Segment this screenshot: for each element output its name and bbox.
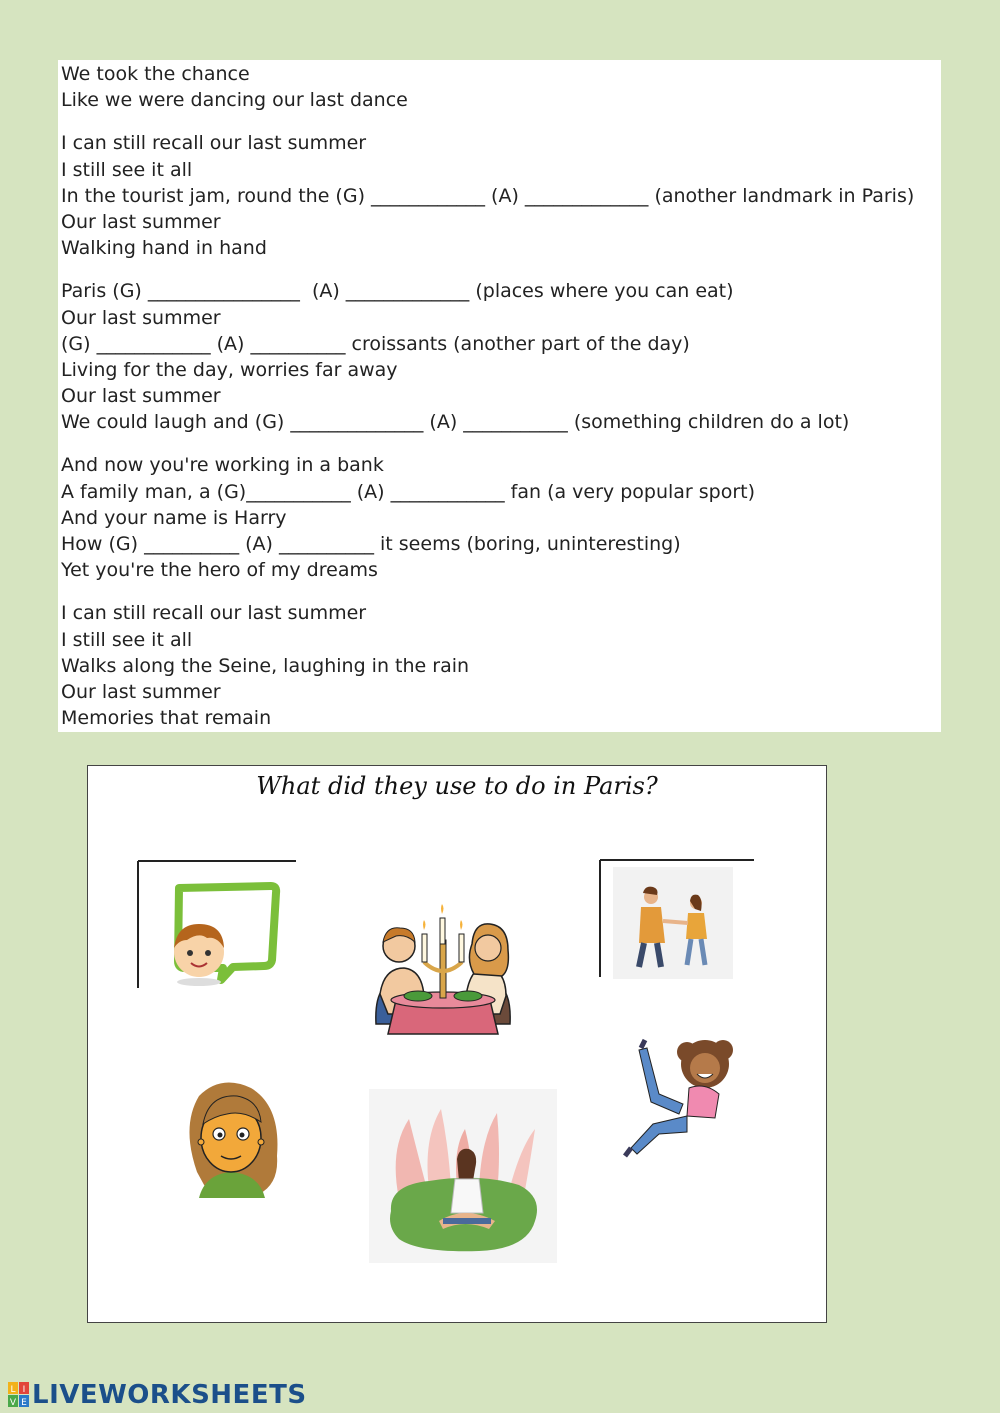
woman-garden-picture[interactable]: [369, 1089, 557, 1263]
stanza-3: [61, 278, 941, 435]
logo-letter: I: [22, 1385, 26, 1395]
lyric-line: We took the chance: [61, 63, 250, 85]
lyric-line-with-blanks[interactable]: How (G) __________ (A) __________ it seems (boring, uninteresting): [61, 533, 681, 555]
stanza-1: [61, 61, 941, 113]
quiz-panel: [87, 765, 827, 1323]
lyric-line: Like we were dancing our last dance: [61, 89, 408, 112]
lyric-line: Our last summer: [61, 385, 221, 408]
lyric-line: I can still recall our last summer: [61, 602, 367, 625]
lyric-line: I can still recall our last summer: [61, 132, 367, 155]
lyric-line-with-blanks[interactable]: (G) ____________ (A) __________ croissants (another part of the day): [61, 332, 690, 355]
lyric-line: Our last summer: [61, 306, 221, 329]
liveworksheets-brand[interactable]: [8, 1380, 307, 1410]
stanza-5: [61, 600, 941, 731]
lyric-line-with-blanks[interactable]: We could laugh and (G) ______________ (A) ___________ (something children do a lot): [61, 411, 850, 434]
couple-dining-picture[interactable]: [366, 904, 520, 1040]
lyric-line: Our last summer: [61, 210, 221, 233]
couple-walking-picture[interactable]: [599, 859, 755, 979]
lyric-line: I still see it all: [61, 158, 193, 181]
logo-letter: E: [21, 1398, 27, 1408]
girl-laughing-picture[interactable]: [623, 1038, 743, 1162]
logo-letter: L: [10, 1385, 16, 1395]
lyrics-panel: [58, 60, 941, 732]
lyric-line: Walks along the Seine, laughing in the rain: [61, 654, 470, 677]
lyric-line: Living for the day, worries far away: [61, 358, 398, 381]
lyric-line: I still see it all: [61, 628, 193, 651]
lyric-line-with-blanks[interactable]: In the tourist jam, round the (G) ____________ (A) _____________ (another landmark in Paris): [61, 184, 915, 207]
stanza-2: [61, 130, 941, 261]
lyric-line: Our last summer: [61, 680, 221, 703]
liveworksheets-logo-icon: [8, 1382, 30, 1408]
lyric-line: And your name is Harry: [61, 506, 287, 529]
girl-face-picture[interactable]: [181, 1076, 283, 1198]
brand-name: LIVEWORKSHEETS: [32, 1380, 307, 1410]
lyric-line: And now you're working in a bank: [61, 454, 384, 477]
lyric-line: Memories that remain: [61, 707, 272, 730]
boy-talking-picture[interactable]: [137, 860, 297, 990]
lyric-line: Walking hand in hand: [61, 237, 267, 260]
lyric-line-with-blanks[interactable]: A family man, a (G)___________ (A) ____________ fan (a very popular sport): [61, 480, 756, 503]
stanza-4: [61, 452, 941, 583]
quiz-title: What did they use to do in Paris?: [256, 772, 658, 800]
lyric-line: Yet you're the hero of my dreams: [61, 559, 378, 582]
lyric-line-with-blanks[interactable]: Paris (G) ________________ (A) _____________ (places where you can eat): [61, 280, 734, 303]
logo-letter: V: [9, 1398, 17, 1408]
